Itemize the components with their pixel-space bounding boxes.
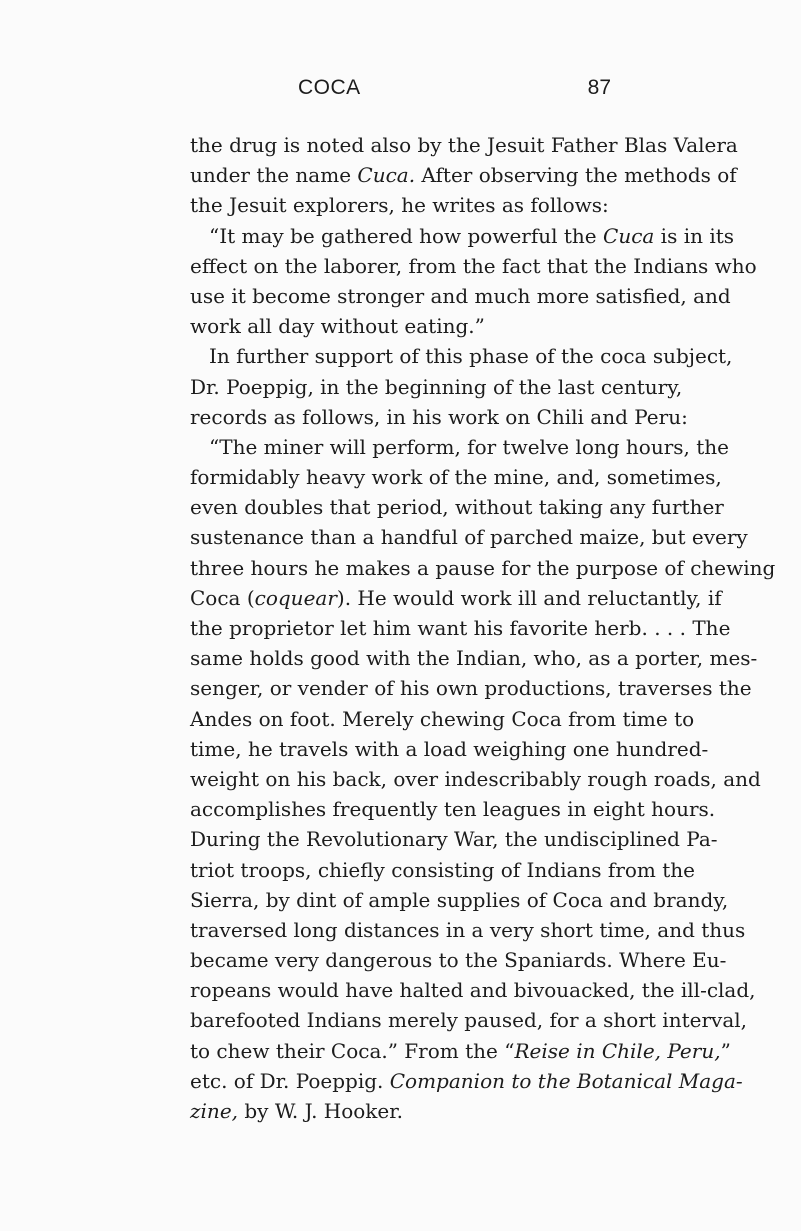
text-line <box>190 945 727 975</box>
text-line <box>190 160 737 190</box>
text-line <box>190 613 731 643</box>
text-line <box>190 553 776 583</box>
text-segment: In further support of this phase of the coca subject, <box>209 344 733 369</box>
text-segment: senger, or vender of his own productions, traverses the <box>190 676 752 701</box>
text-line <box>190 764 761 794</box>
text-segment: Dr. Poeppig, in the beginning of the last century, <box>190 374 683 399</box>
italic-segment: Companion to the Botanical Maga- <box>389 1068 743 1093</box>
body-text <box>190 130 776 1126</box>
italic-segment: Cuca. <box>357 163 416 188</box>
running-head <box>0 76 801 106</box>
text-segment: is in its <box>654 223 735 248</box>
text-segment: under the name <box>190 163 358 188</box>
text-segment: barefooted Indians merely paused, for a short interval, <box>190 1008 747 1033</box>
text-line <box>190 311 614 341</box>
text-segment: use it become stronger and much more satisfied, and <box>190 283 731 308</box>
text-line <box>190 221 735 251</box>
text-segment: sustenance than a handful of parched maize, but every <box>190 525 748 550</box>
text-line <box>190 432 729 462</box>
text-segment: During the Revolutionary War, the undisciplined Pa- <box>190 827 718 852</box>
text-segment: accomplishes frequently ten leagues in eight hours. <box>190 797 716 822</box>
text-segment: three hours he makes a pause for the purpose of chewing <box>190 555 776 580</box>
text-segment: Andes on foot. Merely chewing Coca from time to <box>190 706 695 731</box>
text-line <box>190 975 756 1005</box>
text-segment: traversed long distances in a very short time, and thus <box>190 917 746 942</box>
text-segment: Sierra, by dint of ample supplies of Coca and brandy, <box>190 887 729 912</box>
text-segment: effect on the laborer, from the fact that the Indians who <box>190 253 757 278</box>
text-segment: became very dangerous to the Spaniards. Where Eu- <box>190 948 727 973</box>
text-line <box>190 1036 731 1066</box>
text-line <box>190 522 748 552</box>
text-segment: the proprietor let him want his favorite herb. . . . The <box>190 616 731 640</box>
text-segment: the Jesuit explorers, he writes as follows: <box>190 193 609 218</box>
text-line <box>190 402 688 432</box>
text-line <box>190 855 696 885</box>
text-segment: same holds good with the Indian, who, as a porter, mes- <box>190 646 758 671</box>
text-segment: “It may be gathered how powerful the <box>209 223 604 248</box>
text-line <box>190 673 752 703</box>
italic-segment: Cuca <box>603 223 655 248</box>
text-line <box>190 281 731 311</box>
text-line <box>190 885 729 915</box>
text-line <box>190 1005 747 1035</box>
text-line <box>190 190 614 220</box>
text-line <box>190 462 722 492</box>
text-segment: triot troops, chiefly consisting of Indians from the <box>190 857 696 882</box>
text-line <box>190 794 716 824</box>
text-line <box>190 734 709 764</box>
page-number: 87 <box>587 76 611 99</box>
italic-segment: coquear <box>254 585 337 610</box>
text-segment: ). He would work ill and reluctantly, if <box>336 585 722 610</box>
text-segment: ” <box>720 1038 731 1063</box>
text-line <box>190 704 695 734</box>
running-title: COCA <box>298 76 361 99</box>
text-segment: “The miner will perform, for twelve long hours, the <box>209 434 729 459</box>
text-segment: time, he travels with a load weighing one hundred- <box>190 736 709 761</box>
text-segment: work all day without eating.” <box>190 314 485 339</box>
text-segment: After observing the methods of <box>415 163 737 188</box>
text-line <box>190 643 758 673</box>
text-segment: ropeans would have halted and bivouacked, the ill-clad, <box>190 978 756 1003</box>
text-line <box>190 1066 743 1096</box>
text-line <box>190 372 683 402</box>
text-line <box>190 583 722 613</box>
text-segment: the drug is noted also by the Jesuit Father Blas Valera <box>190 133 738 157</box>
text-segment: weight on his back, over indescribably rough roads, and <box>190 766 761 791</box>
text-line <box>190 251 757 281</box>
text-line <box>190 341 733 371</box>
italic-segment: zine, <box>190 1099 239 1123</box>
text-line <box>190 915 746 945</box>
text-segment: formidably heavy work of the mine, and, sometimes, <box>190 465 722 490</box>
text-segment: etc. of Dr. Poeppig. <box>190 1068 390 1093</box>
italic-segment: Reise in Chile, Peru, <box>514 1038 721 1063</box>
text-line <box>190 1096 614 1126</box>
text-segment: to chew their Coca.” From the “ <box>190 1038 515 1063</box>
text-line <box>190 492 724 522</box>
text-segment: even doubles that period, without taking any further <box>190 495 724 520</box>
text-segment: records as follows, in his work on Chili and Peru: <box>190 404 688 429</box>
text-line <box>190 824 718 854</box>
text-segment: by W. J. Hooker. <box>238 1099 403 1123</box>
text-line <box>190 130 738 160</box>
text-segment: Coca ( <box>190 585 255 610</box>
